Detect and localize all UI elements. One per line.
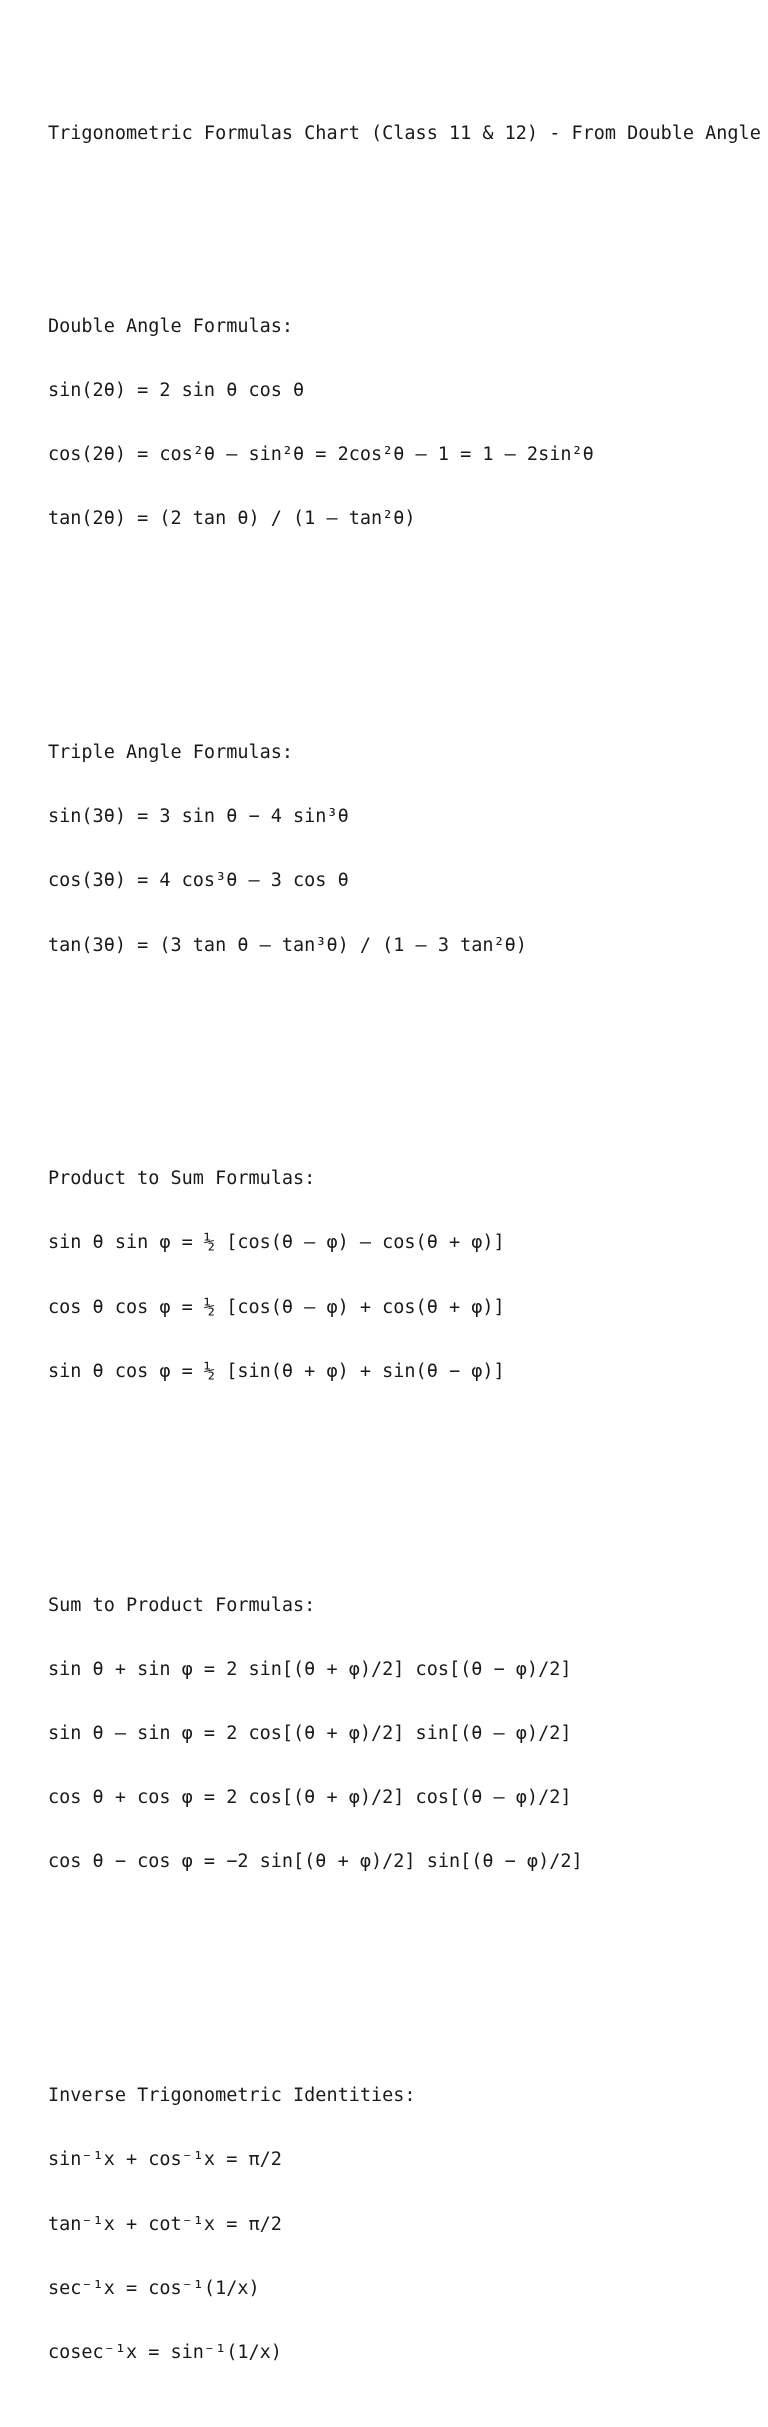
formula-line: sin θ cos φ = ½ [sin(θ + φ) + sin(θ − φ)]: [48, 1360, 505, 1382]
section-heading: Product to Sum Formulas:: [48, 1168, 316, 1190]
formula-line: sin θ – sin φ = 2 cos[(θ + φ)/2] sin[(θ – φ)/2]: [48, 1723, 572, 1744]
section-heading: Triple Angle Formulas:: [48, 741, 294, 763]
formula-line: sin θ sin φ = ½ [cos(θ – φ) – cos(θ + φ)]: [48, 1232, 505, 1254]
section-sum-to-product: [48, 1553, 768, 1916]
formula-line: tan(2θ) = (2 tan θ) / (1 – tan²θ): [48, 508, 416, 530]
document-body: [48, 80, 768, 2427]
formula-line: cos θ − cos φ = −2 sin[(θ + φ)/2] sin[(θ − φ)/2]: [48, 1851, 583, 1873]
formula-line: sin(3θ) = 3 sin θ − 4 sin³θ: [48, 806, 349, 828]
formula-line: sin⁻¹x + cos⁻¹x = π/2: [48, 2149, 282, 2171]
document-title: Trigonometric Formulas Chart (Class 11 & 12) - From Double Angle: [48, 123, 761, 144]
formula-line: sec⁻¹x = cos⁻¹(1/x): [48, 2277, 260, 2299]
spacer: [48, 1041, 768, 1064]
formula-line: cos θ + cos φ = 2 cos[(θ + φ)/2] cos[(θ – φ)/2]: [48, 1787, 572, 1809]
formula-line: sin(2θ) = 2 sin θ cos θ: [48, 379, 305, 401]
section-heading: Double Angle Formulas:: [48, 315, 294, 337]
spacer: [48, 188, 768, 211]
section-triple-angle: [48, 700, 768, 999]
formula-line: cosec⁻¹x = sin⁻¹(1/x): [48, 2341, 282, 2363]
formula-line: cos(2θ) = cos²θ – sin²θ = 2cos²θ – 1 = 1 – 2sin²θ: [48, 443, 594, 465]
spacer: [48, 1958, 768, 1981]
section-double-angle: [48, 274, 768, 573]
formula-line: sin θ + sin φ = 2 sin[(θ + φ)/2] cos[(θ − φ)/2]: [48, 1658, 572, 1680]
formula-line: tan(3θ) = (3 tan θ – tan³θ) / (1 – 3 tan²θ): [48, 934, 527, 956]
section-product-to-sum: [48, 1126, 768, 1425]
formula-line: cos(3θ) = 4 cos³θ – 3 cos θ: [48, 870, 349, 892]
formula-line: cos θ cos φ = ½ [cos(θ – φ) + cos(θ + φ)]: [48, 1296, 505, 1318]
spacer: [48, 1467, 768, 1490]
spacer: [48, 614, 768, 637]
section-heading: Sum to Product Formulas:: [48, 1594, 316, 1616]
formula-line: tan⁻¹x + cot⁻¹x = π/2: [48, 2213, 282, 2235]
section-heading: Inverse Trigonometric Identities:: [48, 2085, 416, 2107]
section-inverse-trig: [48, 2043, 768, 2406]
